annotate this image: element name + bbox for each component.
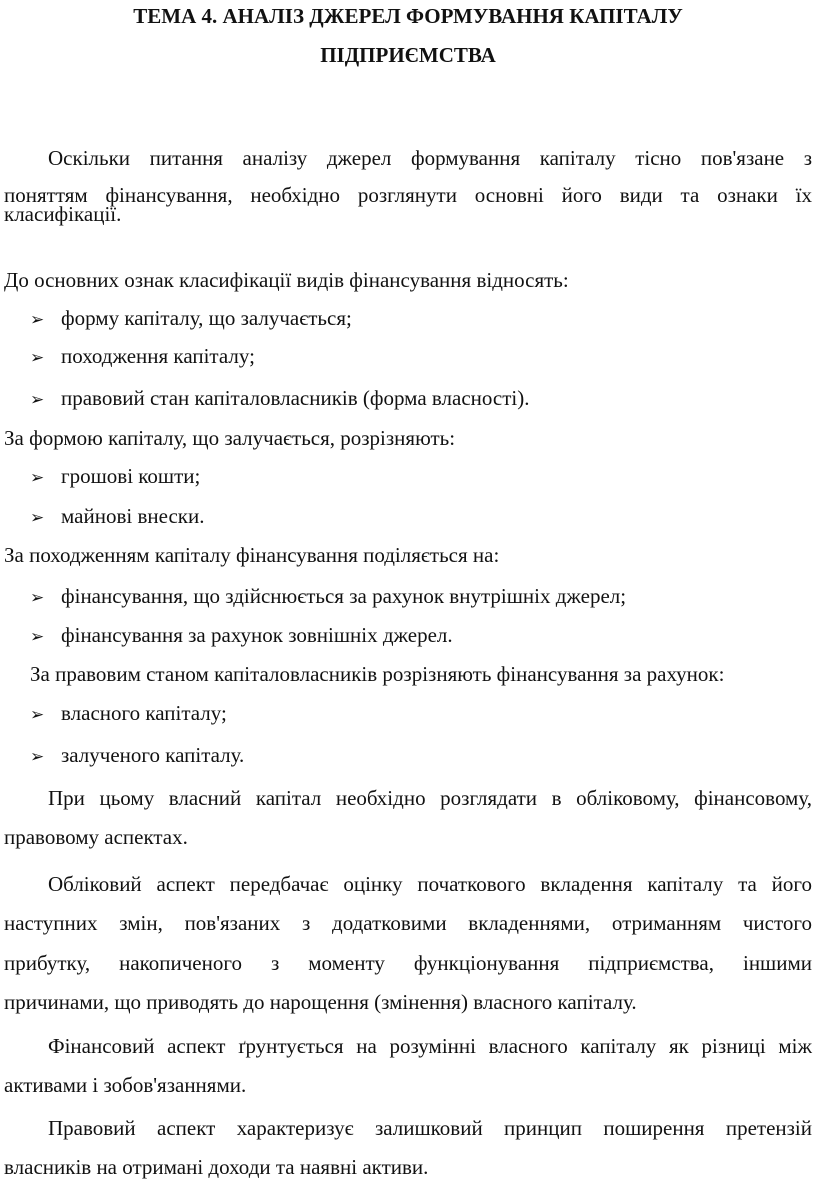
classification-item-1: ➢ форму капіталу, що залучається;	[30, 304, 352, 334]
arrow-bullet-icon: ➢	[30, 468, 45, 488]
arrow-bullet-icon: ➢	[30, 348, 45, 368]
accounting-line-2: наступних змін, пов'язаних з додатковими вкладеннями, отриманням чистого	[4, 911, 812, 935]
arrow-bullet-icon: ➢	[30, 508, 45, 528]
accounting-line-4: причинами, що приводять до нарощення (змінення) власного капіталу.	[4, 990, 637, 1014]
title-line-2: ПІДПРИЄМСТВА	[320, 43, 496, 67]
own-capital-line-2: правовому аспектах.	[4, 825, 188, 849]
arrow-bullet-icon: ➢	[30, 588, 45, 608]
arrow-bullet-icon: ➢	[30, 390, 45, 410]
intro-line-3: класифікації.	[4, 202, 122, 226]
arrow-bullet-icon: ➢	[30, 310, 45, 330]
legal-line-1: Правовий аспект характеризує залишковий принцип поширення претензій	[48, 1116, 812, 1140]
by-legal-item-2: ➢ залученого капіталу.	[30, 741, 244, 771]
arrow-bullet-icon: ➢	[30, 747, 45, 767]
by-legal-heading: За правовим станом капіталовласників розрізняють фінансування за рахунок:	[30, 662, 725, 686]
classification-heading: До основних ознак класифікації видів фінансування відносять:	[4, 268, 569, 292]
by-origin-item-1: ➢ фінансування, що здійснюється за рахунок внутрішніх джерел;	[30, 582, 626, 612]
legal-line-2: власників на отримані доходи та наявні активи.	[4, 1155, 429, 1179]
financial-line-2: активами і зобов'язаннями.	[4, 1073, 247, 1097]
intro-line-1: Оскільки питання аналізу джерел формування капіталу тісно пов'язане з	[48, 146, 812, 170]
financial-line-1: Фінансовий аспект ґрунтується на розумінні власного капіталу як різниці між	[48, 1034, 812, 1058]
by-form-item-2: ➢ майнові внески.	[30, 502, 204, 532]
arrow-bullet-icon: ➢	[30, 705, 45, 725]
classification-item-3: ➢ правовий стан капіталовласників (форма власності).	[30, 384, 530, 414]
own-capital-line-1: При цьому власний капітал необхідно розглядати в обліковому, фінансовому,	[48, 786, 812, 810]
by-form-item-1: ➢ грошові кошти;	[30, 462, 200, 492]
by-origin-heading: За походженням капіталу фінансування поділяється на:	[4, 543, 500, 567]
arrow-bullet-icon: ➢	[30, 627, 45, 647]
classification-item-2: ➢ походження капіталу;	[30, 342, 255, 372]
intro-line-2: поняттям фінансування, необхідно розглянути основні його види та ознаки їх	[4, 183, 812, 207]
by-legal-item-1: ➢ власного капіталу;	[30, 699, 227, 729]
by-origin-item-2: ➢ фінансування за рахунок зовнішніх джерел.	[30, 621, 453, 651]
accounting-line-3: прибутку, накопиченого з моменту функціонування підприємства, іншими	[4, 951, 812, 975]
by-form-heading: За формою капіталу, що залучається, розрізняють:	[4, 426, 456, 450]
accounting-line-1: Обліковий аспект передбачає оцінку початкового вкладення капіталу та його	[48, 872, 812, 896]
title-line-1: ТЕМА 4. АНАЛІЗ ДЖЕРЕЛ ФОРМУВАННЯ КАПІТАЛУ	[133, 4, 683, 28]
